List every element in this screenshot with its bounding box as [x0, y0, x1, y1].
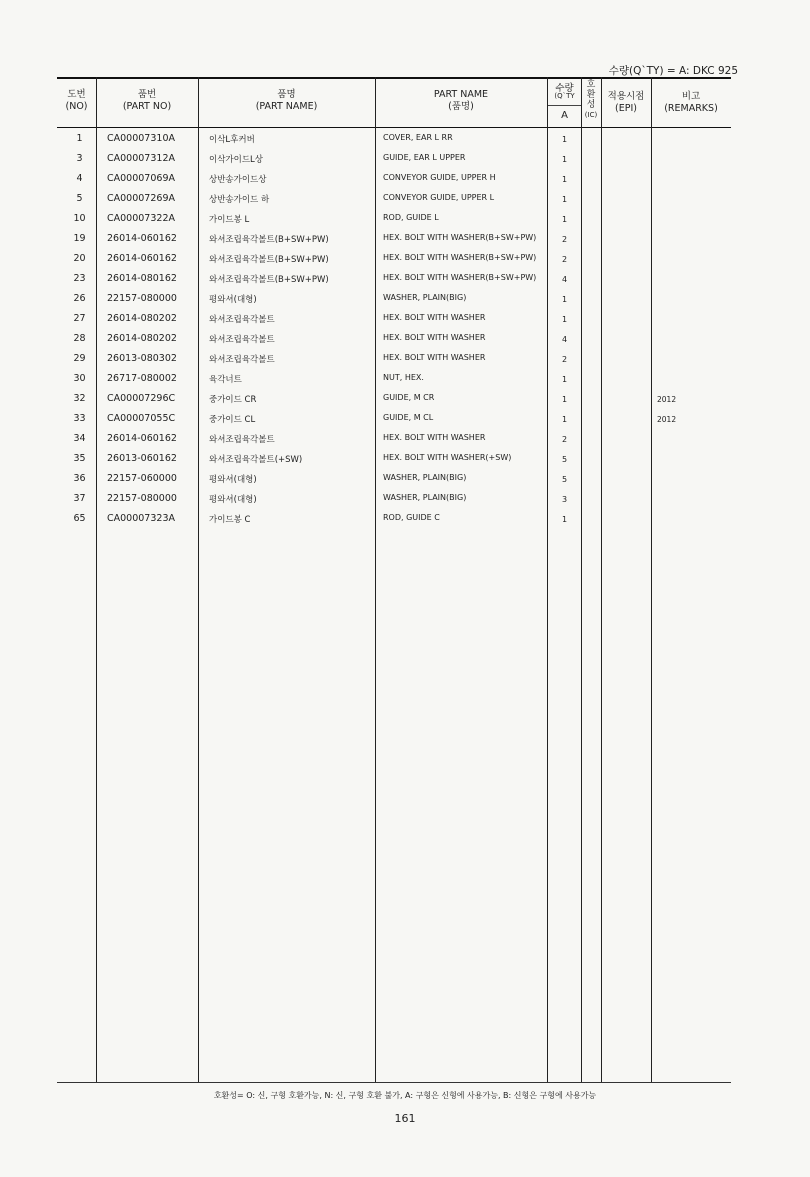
- row-part-name-en: WASHER, PLAIN(BIG): [383, 473, 467, 482]
- header-remarks: [651, 91, 731, 115]
- table-row: [57, 208, 731, 228]
- row-part-name-ko: 와셔조립육각볼트(B+SW+PW): [209, 255, 329, 265]
- row-number: 29: [73, 353, 86, 364]
- row-part-no: 26013-080302: [107, 353, 177, 364]
- row-qty: 1: [561, 295, 568, 304]
- row-part-name-en: HEX. BOLT WITH WASHER(B+SW+PW): [383, 273, 537, 282]
- table-row: [57, 168, 731, 188]
- footer-rule: [57, 1082, 731, 1083]
- row-qty: 1: [561, 215, 568, 224]
- row-part-name-ko: 평와셔(대형): [209, 295, 257, 305]
- row-qty: 5: [561, 455, 568, 464]
- row-part-no: 26717-080002: [107, 373, 177, 384]
- table-row: [57, 448, 731, 468]
- header-part-name-en: [375, 89, 547, 113]
- row-qty: 2: [561, 435, 568, 444]
- row-part-no: 26013-060162: [107, 453, 177, 464]
- header-epi-ko: 적용시점: [607, 91, 645, 102]
- row-part-name-ko: 상반송가이드상: [209, 175, 267, 185]
- header-part-name-ko-en: (PART NAME): [255, 101, 318, 112]
- header-ic: [581, 80, 601, 120]
- row-part-name-en: CONVEYOR GUIDE, UPPER L: [383, 193, 495, 202]
- table-row: [57, 248, 731, 268]
- table-row: [57, 388, 731, 408]
- table-row: [57, 508, 731, 528]
- row-qty: 1: [561, 155, 568, 164]
- row-part-no: 22157-080000: [107, 293, 177, 304]
- row-part-name-en: HEX. BOLT WITH WASHER(+SW): [383, 453, 512, 462]
- table-row: [57, 348, 731, 368]
- header-no-ko: 도번: [67, 89, 86, 100]
- row-number: 27: [73, 313, 86, 324]
- row-part-no: CA00007323A: [107, 513, 175, 524]
- row-remarks: 2012: [657, 395, 677, 404]
- row-part-name-ko: 중가이드 CR: [209, 395, 257, 405]
- table-row: [57, 148, 731, 168]
- header-epi: [601, 91, 651, 115]
- row-part-name-en: HEX. BOLT WITH WASHER: [383, 353, 486, 362]
- row-qty: 1: [561, 415, 568, 424]
- quantity-model-note: 수량(Q`TY) = A: DKC 925: [608, 65, 738, 77]
- table-row: [57, 188, 731, 208]
- row-part-name-ko: 와셔조립육각볼트(B+SW+PW): [209, 235, 329, 245]
- table-row: [57, 268, 731, 288]
- row-number: 32: [73, 393, 86, 404]
- row-part-no: 26014-080202: [107, 313, 177, 324]
- header-no-en: (NO): [65, 101, 88, 112]
- row-part-name-en: HEX. BOLT WITH WASHER: [383, 313, 486, 322]
- header-ic-ko: 호환성: [586, 80, 596, 110]
- row-part-no: CA00007069A: [107, 173, 175, 184]
- row-part-name-ko: 이삭가이드L상: [209, 155, 264, 165]
- header-part-no-en: (PART NO): [122, 101, 172, 112]
- row-part-name-ko: 중가이드 CL: [209, 415, 256, 425]
- row-part-name-ko: 평와셔(대형): [209, 495, 257, 505]
- row-part-no: 26014-080162: [107, 273, 177, 284]
- row-number: 4: [76, 173, 83, 184]
- row-qty: 2: [561, 255, 568, 264]
- row-qty: 1: [561, 195, 568, 204]
- row-part-no: CA00007269A: [107, 193, 175, 204]
- header-ic-en: (IC): [584, 111, 598, 119]
- row-qty: 2: [561, 235, 568, 244]
- header-qty-divider: [548, 105, 581, 106]
- row-part-name-en: CONVEYOR GUIDE, UPPER H: [383, 173, 496, 182]
- row-part-no: 26014-060162: [107, 233, 177, 244]
- header-part-name-en-sub: (품명): [448, 101, 474, 112]
- header-part-no: [96, 89, 198, 113]
- row-number: 34: [73, 433, 86, 444]
- row-part-name-ko: 와셔조립육각볼트: [209, 435, 275, 445]
- header-qty-col-a: A: [561, 110, 568, 121]
- compatibility-legend: 호환성= O: 신, 구형 호환가능, N: 신, 구형 호환 불가, A: 구형은 신형에 사용가능, B: 신형은 구형에 사용가능: [213, 1091, 597, 1100]
- header-part-name-en-title: PART NAME: [433, 89, 489, 100]
- row-part-name-en: GUIDE, EAR L UPPER: [383, 153, 466, 162]
- row-qty: 1: [561, 515, 568, 524]
- row-number: 23: [73, 273, 86, 284]
- row-number: 36: [73, 473, 86, 484]
- row-qty: 5: [561, 475, 568, 484]
- row-part-no: 26014-060162: [107, 433, 177, 444]
- table-row: [57, 228, 731, 248]
- row-qty: 4: [561, 335, 568, 344]
- row-qty: 2: [561, 355, 568, 364]
- page-number: 161: [394, 1112, 416, 1125]
- row-number: 10: [73, 213, 86, 224]
- row-part-name-en: WASHER, PLAIN(BIG): [383, 493, 467, 502]
- row-part-name-en: HEX. BOLT WITH WASHER: [383, 433, 486, 442]
- row-part-no: CA00007322A: [107, 213, 175, 224]
- row-part-name-ko: 평와셔(대형): [209, 475, 257, 485]
- row-part-name-en: ROD, GUIDE L: [383, 213, 439, 222]
- table-row: [57, 408, 731, 428]
- header-part-name-ko: [198, 89, 375, 113]
- row-number: 28: [73, 333, 86, 344]
- table-top-rule: [57, 77, 731, 79]
- row-part-name-en: HEX. BOLT WITH WASHER(B+SW+PW): [383, 253, 537, 262]
- row-part-no: CA00007312A: [107, 153, 175, 164]
- header-qty-en: (Q`TY: [554, 92, 575, 100]
- row-number: 65: [73, 513, 86, 524]
- header-no: [57, 89, 96, 113]
- row-part-name-en: GUIDE, M CR: [383, 393, 435, 402]
- row-qty: 3: [561, 495, 568, 504]
- row-number: 1: [76, 133, 83, 144]
- table-row: [57, 328, 731, 348]
- row-part-no: CA00007055C: [107, 413, 176, 424]
- row-part-name-ko: 와셔조립육각볼트(B+SW+PW): [209, 275, 329, 285]
- row-part-name-ko: 상반송가이드 하: [209, 195, 270, 205]
- row-part-no: 22157-060000: [107, 473, 177, 484]
- row-remarks: 2012: [657, 415, 677, 424]
- row-number: 37: [73, 493, 86, 504]
- table-row: [57, 288, 731, 308]
- row-part-name-ko: 가이드봉 C: [209, 515, 251, 525]
- row-part-name-ko: 육각너트: [209, 375, 242, 385]
- row-number: 26: [73, 293, 86, 304]
- header-part-no-ko: 품번: [137, 89, 157, 100]
- table-row: [57, 128, 731, 148]
- header-epi-en: (EPI): [615, 103, 637, 114]
- header-qty-ko: 수량: [555, 83, 574, 94]
- row-qty: 1: [561, 315, 568, 324]
- row-number: 20: [73, 253, 86, 264]
- row-number: 19: [73, 233, 86, 244]
- row-number: 35: [73, 453, 86, 464]
- row-part-name-ko: 와셔조립육각볼트: [209, 335, 275, 345]
- row-part-name-ko: 와셔조립육각볼트: [209, 315, 275, 325]
- row-part-no: 26014-060162: [107, 253, 177, 264]
- table-row: [57, 368, 731, 388]
- row-part-name-en: GUIDE, M CL: [383, 413, 434, 422]
- table-row: [57, 308, 731, 328]
- header-remarks-en: (REMARKS): [664, 103, 718, 114]
- row-part-no: 26014-080202: [107, 333, 177, 344]
- row-number: 30: [73, 373, 86, 384]
- header-remarks-ko: 비고: [681, 91, 701, 102]
- row-number: 3: [76, 153, 83, 164]
- row-qty: 1: [561, 375, 568, 384]
- row-part-name-ko: 가이드봉 L: [209, 215, 250, 225]
- row-part-name-en: ROD, GUIDE C: [383, 513, 440, 522]
- parts-table: [57, 77, 731, 1082]
- row-part-name-en: HEX. BOLT WITH WASHER(B+SW+PW): [383, 233, 537, 242]
- row-part-name-en: HEX. BOLT WITH WASHER: [383, 333, 486, 342]
- header-part-name-ko-title: 품명: [277, 89, 296, 100]
- row-part-name-ko: 와셔조립육각볼트(+SW): [209, 455, 303, 465]
- table-row: [57, 468, 731, 488]
- row-part-name-ko: 이삭L후커버: [209, 135, 255, 145]
- row-qty: 4: [561, 275, 568, 284]
- row-number: 5: [76, 193, 83, 204]
- table-row: [57, 488, 731, 508]
- row-qty: 1: [561, 395, 568, 404]
- row-part-name-ko: 와셔조립육각볼트: [209, 355, 275, 365]
- row-part-no: CA00007310A: [107, 133, 175, 144]
- row-part-name-en: COVER, EAR L RR: [383, 133, 453, 142]
- row-part-name-en: WASHER, PLAIN(BIG): [383, 293, 467, 302]
- header-qty: [548, 77, 581, 127]
- table-row: [57, 428, 731, 448]
- row-number: 33: [73, 413, 86, 424]
- row-qty: 1: [561, 135, 568, 144]
- row-part-no: CA00007296C: [107, 393, 176, 404]
- row-part-name-en: NUT, HEX.: [383, 373, 424, 382]
- row-part-no: 22157-080000: [107, 493, 177, 504]
- row-qty: 1: [561, 175, 568, 184]
